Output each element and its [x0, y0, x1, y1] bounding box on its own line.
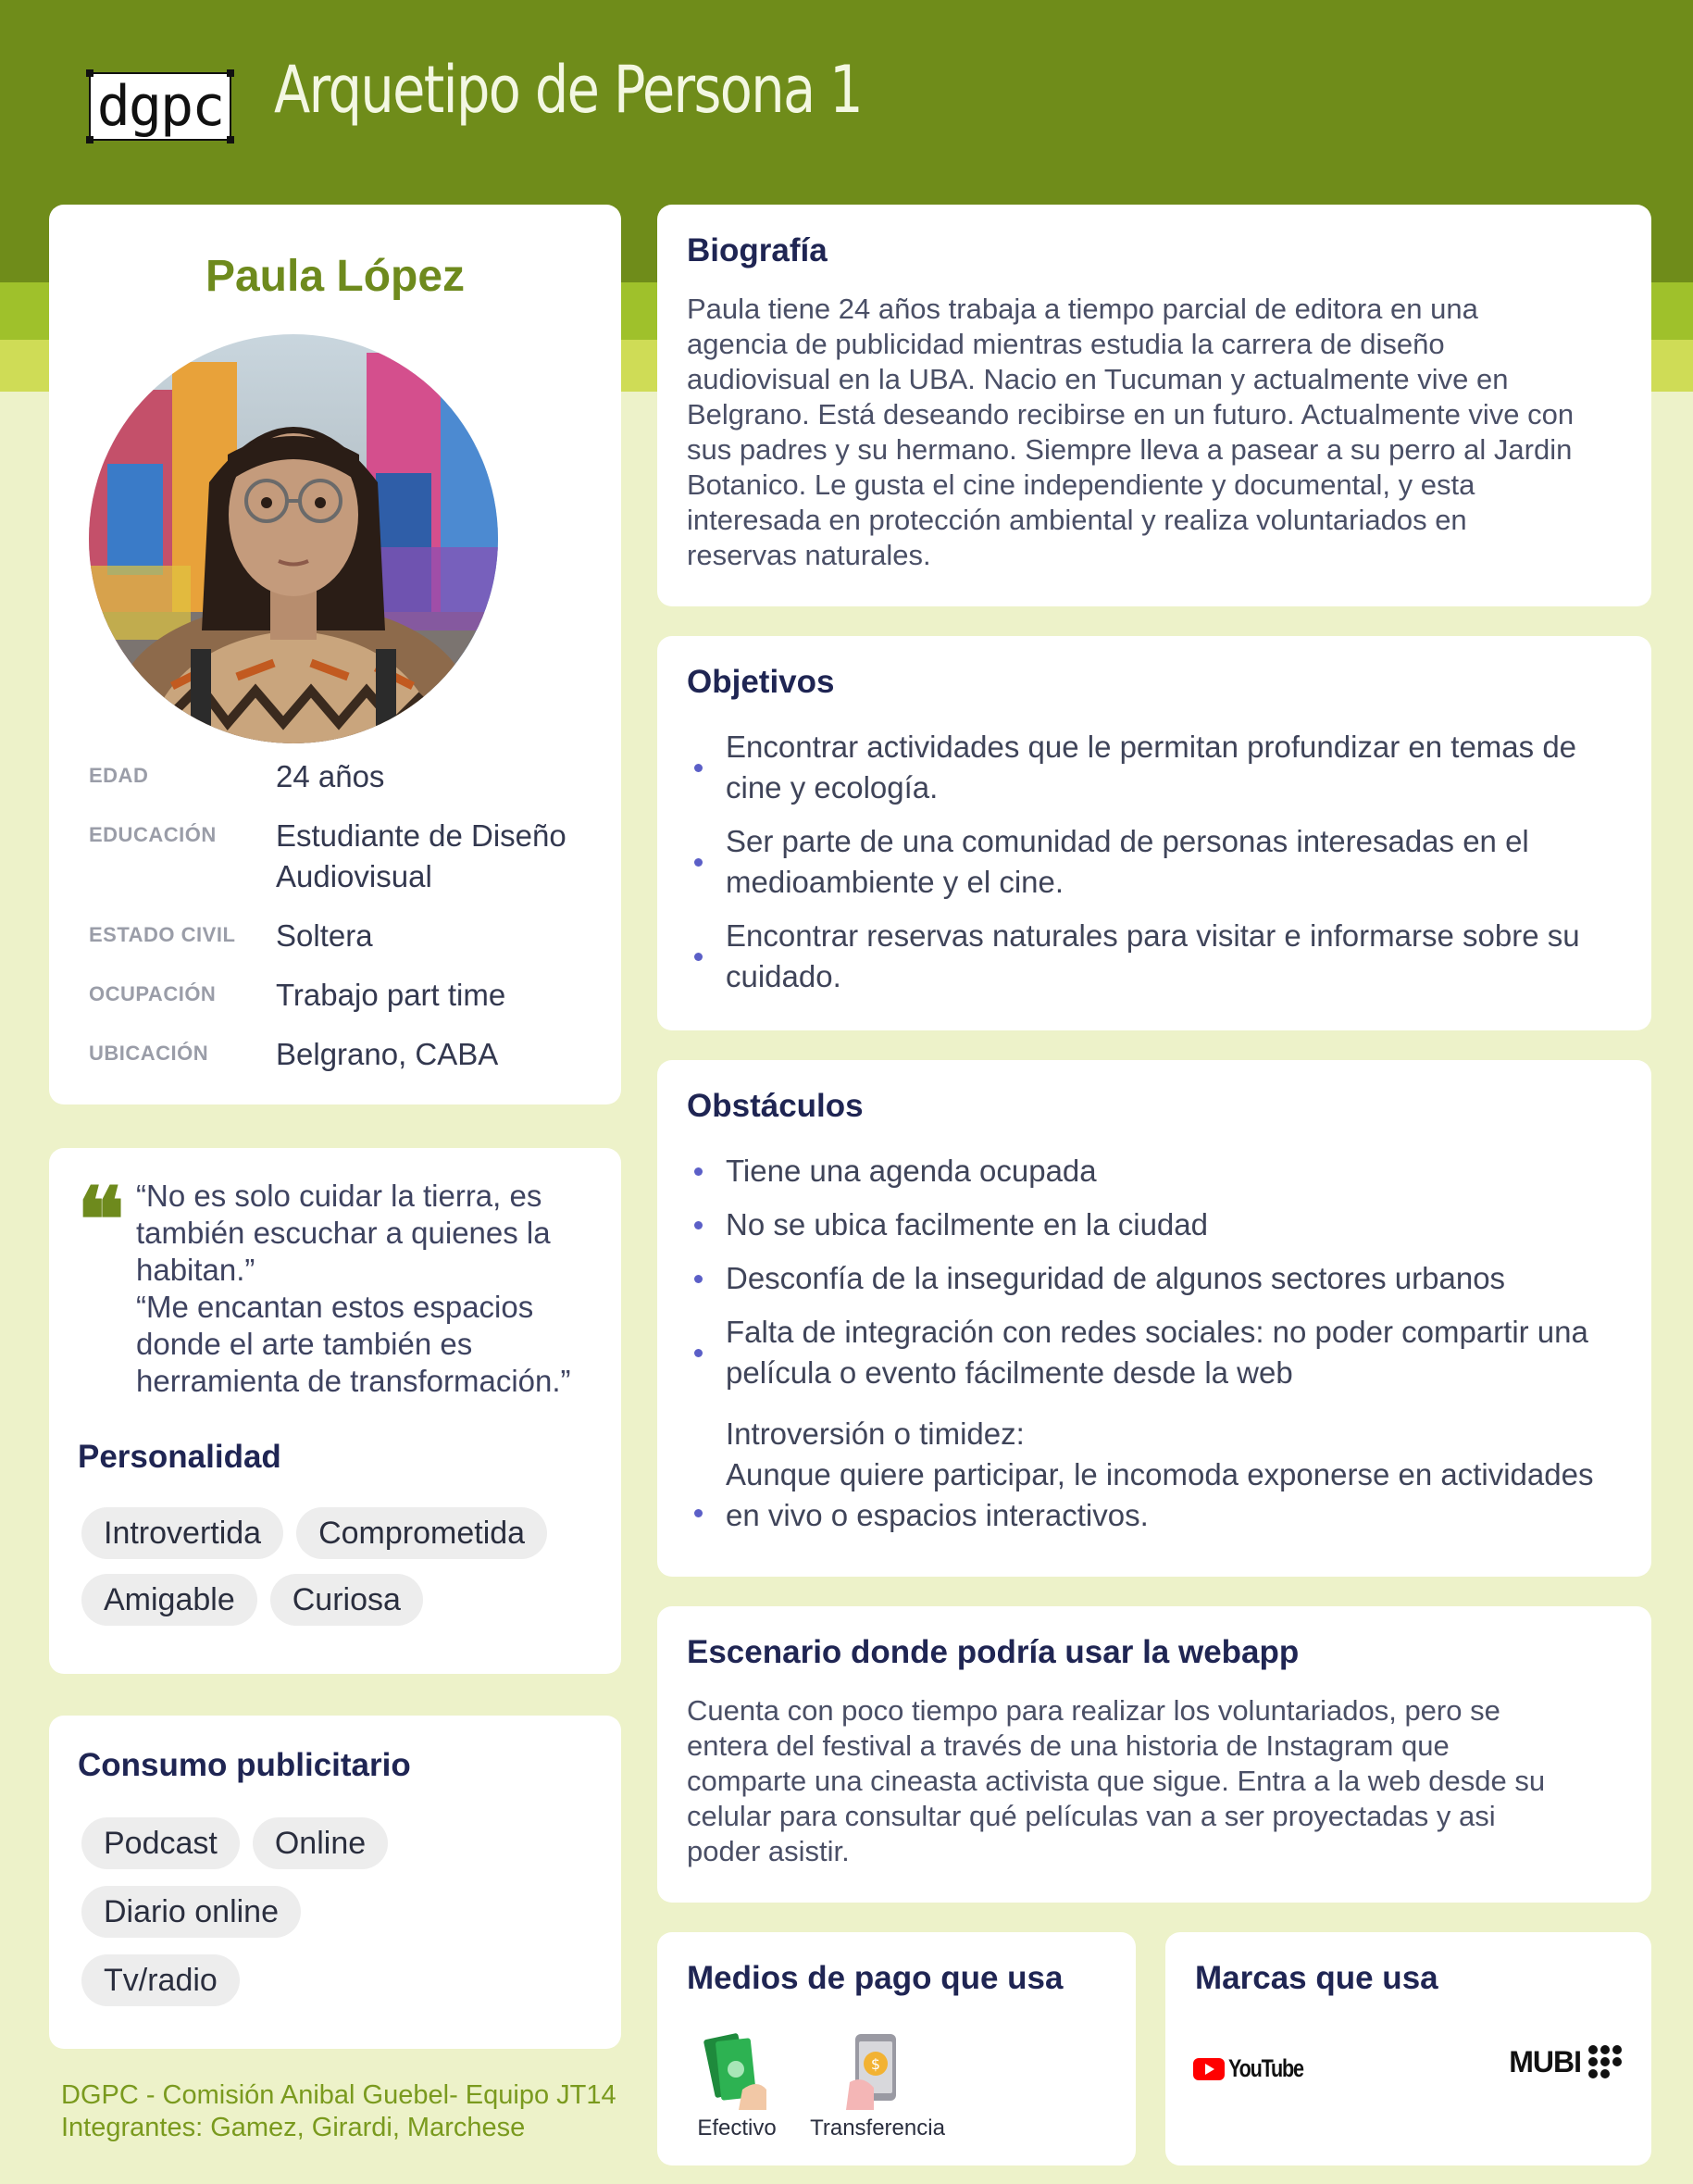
obstacles-title: Obstáculos [687, 1088, 864, 1124]
biography-text: Paula tiene 24 años trabaja a tiempo parcial de editora en una agencia de publicidad mientras estudia la carrera de diseño audiovisual en la UBA. Nacio en Tucuman y actualmente vive en Belgrano. Está deseando recibirse en un futuro. Actualmente vive con sus padres y su hermano. Siempre lleva a pasear a su perro al Jardin Botanico. Le gusta el cine independiente y documental, y esta interesada en protección ambiental y realiza voluntariados en reservas naturales. [687, 293, 1575, 571]
bullet-icon [694, 1349, 703, 1357]
goals-title: Objetivos [687, 664, 835, 700]
fact-value: Trabajo part time [276, 978, 506, 1012]
youtube-play-icon [1193, 2058, 1225, 2080]
media-title: Consumo publicitario [78, 1747, 411, 1783]
mubi-dots-icon [1587, 2043, 1624, 2080]
list-item: Encontrar reservas naturales para visitar e informarse sobre su cuidado. [687, 916, 1603, 997]
payment-transfer [803, 2032, 952, 2141]
scenario-text: Cuenta con poco tiempo para realizar los voluntariados, pero se entera del festival a través de una historia de Instagram que comparte una cineasta activista que sigue. Entra a la web desde su celular para consultar qué películas van a ser proyectadas y asi poder asistir. [687, 1694, 1546, 1867]
biography-card [657, 205, 1651, 606]
list-item: Desconfía de la inseguridad de algunos sectores urbanos [687, 1258, 1622, 1299]
persona-quote [136, 1178, 617, 1400]
tag-curiosa: Curiosa [270, 1574, 423, 1626]
fact-education [89, 816, 607, 897]
payments-title: Medios de pago que usa [687, 1960, 1064, 1996]
dgpc-logo [89, 72, 231, 141]
persona-facts [89, 756, 607, 1093]
fact-age [89, 756, 607, 797]
persona-name: Paula López [205, 252, 466, 301]
profile-card [49, 205, 621, 1104]
quote-line-1: “No es solo cuidar la tierra, es también escuchar a quienes la habitan.” [136, 1179, 551, 1287]
payments-card [657, 1932, 1136, 2165]
bullet-icon [694, 1509, 703, 1517]
fact-label: ESTADO CIVIL [89, 923, 236, 946]
tag-amigable: Amigable [81, 1574, 257, 1626]
footer-line-2: Integrantes: Gamez, Girardi, Marchese [61, 2113, 526, 2142]
bullet-icon [694, 764, 703, 772]
fact-label: EDUCACIÓN [89, 823, 217, 846]
youtube-logo [1193, 2054, 1322, 2083]
fact-label: EDAD [89, 764, 149, 787]
tag-comprometida: Comprometida [296, 1507, 547, 1559]
personality-tags [81, 1507, 600, 1626]
phone-transfer-icon [842, 2032, 913, 2110]
fact-civil-status [89, 916, 607, 956]
fact-label: UBICACIÓN [89, 1042, 209, 1065]
quote-mark-icon: ❝ [77, 1167, 125, 1272]
list-item: Introversión o timidez: Aunque quiere participar, le incomoda exponerse en actividades en vivo o espacios interactivos. [687, 1414, 1622, 1536]
fact-label: OCUPACIÓN [89, 982, 217, 1005]
persona-photo [89, 334, 498, 743]
personality-title: Personalidad [78, 1439, 281, 1475]
goals-card [657, 636, 1651, 1030]
payment-transfer-label: Transferencia [810, 2115, 945, 2140]
quote-line-2: “Me encantan estos espacios donde el arte también es herramienta de transformación.” [136, 1290, 571, 1398]
fact-value: Belgrano, CABA [276, 1037, 499, 1071]
bullet-icon [694, 1167, 703, 1176]
list-item: Ser parte de una comunidad de personas interesadas en el medioambiente y el cine. [687, 821, 1603, 903]
bullet-icon [694, 1221, 703, 1229]
fact-value: Estudiante de Diseño Audiovisual [276, 818, 566, 893]
bullet-icon [694, 1275, 703, 1283]
quote-personality-card [49, 1148, 621, 1674]
list-item: Tiene una agenda ocupada [687, 1151, 1622, 1192]
scenario-title: Escenario donde podría usar la webapp [687, 1634, 1300, 1670]
tag-diario-online: Diario online [81, 1886, 301, 1938]
youtube-label: YouTube [1228, 2054, 1303, 2082]
bullet-icon [694, 858, 703, 867]
mubi-label: MUBI [1509, 2044, 1581, 2078]
logo-text: dgpc [96, 74, 224, 139]
bullet-icon [694, 953, 703, 961]
list-item: Encontrar actividades que le permitan profundizar en temas de cine y ecología. [687, 727, 1603, 808]
tag-tv-radio: Tv/radio [81, 1954, 240, 2006]
footer-line-1: DGPC - Comisión Anibal Guebel- Equipo JT14 [61, 2080, 616, 2110]
list-item: Falta de integración con redes sociales: no poder compartir una película o evento fácilmente desde la web [687, 1312, 1622, 1393]
brands-title: Marcas que usa [1195, 1960, 1438, 1996]
cash-icon [702, 2032, 772, 2110]
goals-list [687, 727, 1603, 997]
tag-podcast: Podcast [81, 1817, 240, 1869]
obstacles-list [687, 1151, 1622, 1536]
tag-introvertida: Introvertida [81, 1507, 283, 1559]
brands-card [1165, 1932, 1651, 2165]
svg-text:$: $ [870, 2055, 881, 2073]
payment-cash [691, 2032, 783, 2141]
scenario-card [657, 1606, 1651, 1903]
media-card [49, 1716, 621, 2049]
fact-value: Soltera [276, 918, 373, 953]
tag-online: Online [253, 1817, 388, 1869]
list-item: No se ubica facilmente en la ciudad [687, 1204, 1622, 1245]
fact-value: 24 años [276, 759, 385, 793]
fact-occupation [89, 975, 607, 1016]
obstacles-card [657, 1060, 1651, 1577]
page-title: Arquetipo de Persona 1 [274, 52, 862, 128]
fact-location [89, 1034, 607, 1075]
biography-title: Biografía [687, 232, 828, 268]
footer-credits [61, 2079, 616, 2144]
mubi-logo [1509, 2043, 1624, 2080]
media-tags [81, 1817, 600, 2006]
payment-cash-label: Efectivo [697, 2115, 777, 2140]
